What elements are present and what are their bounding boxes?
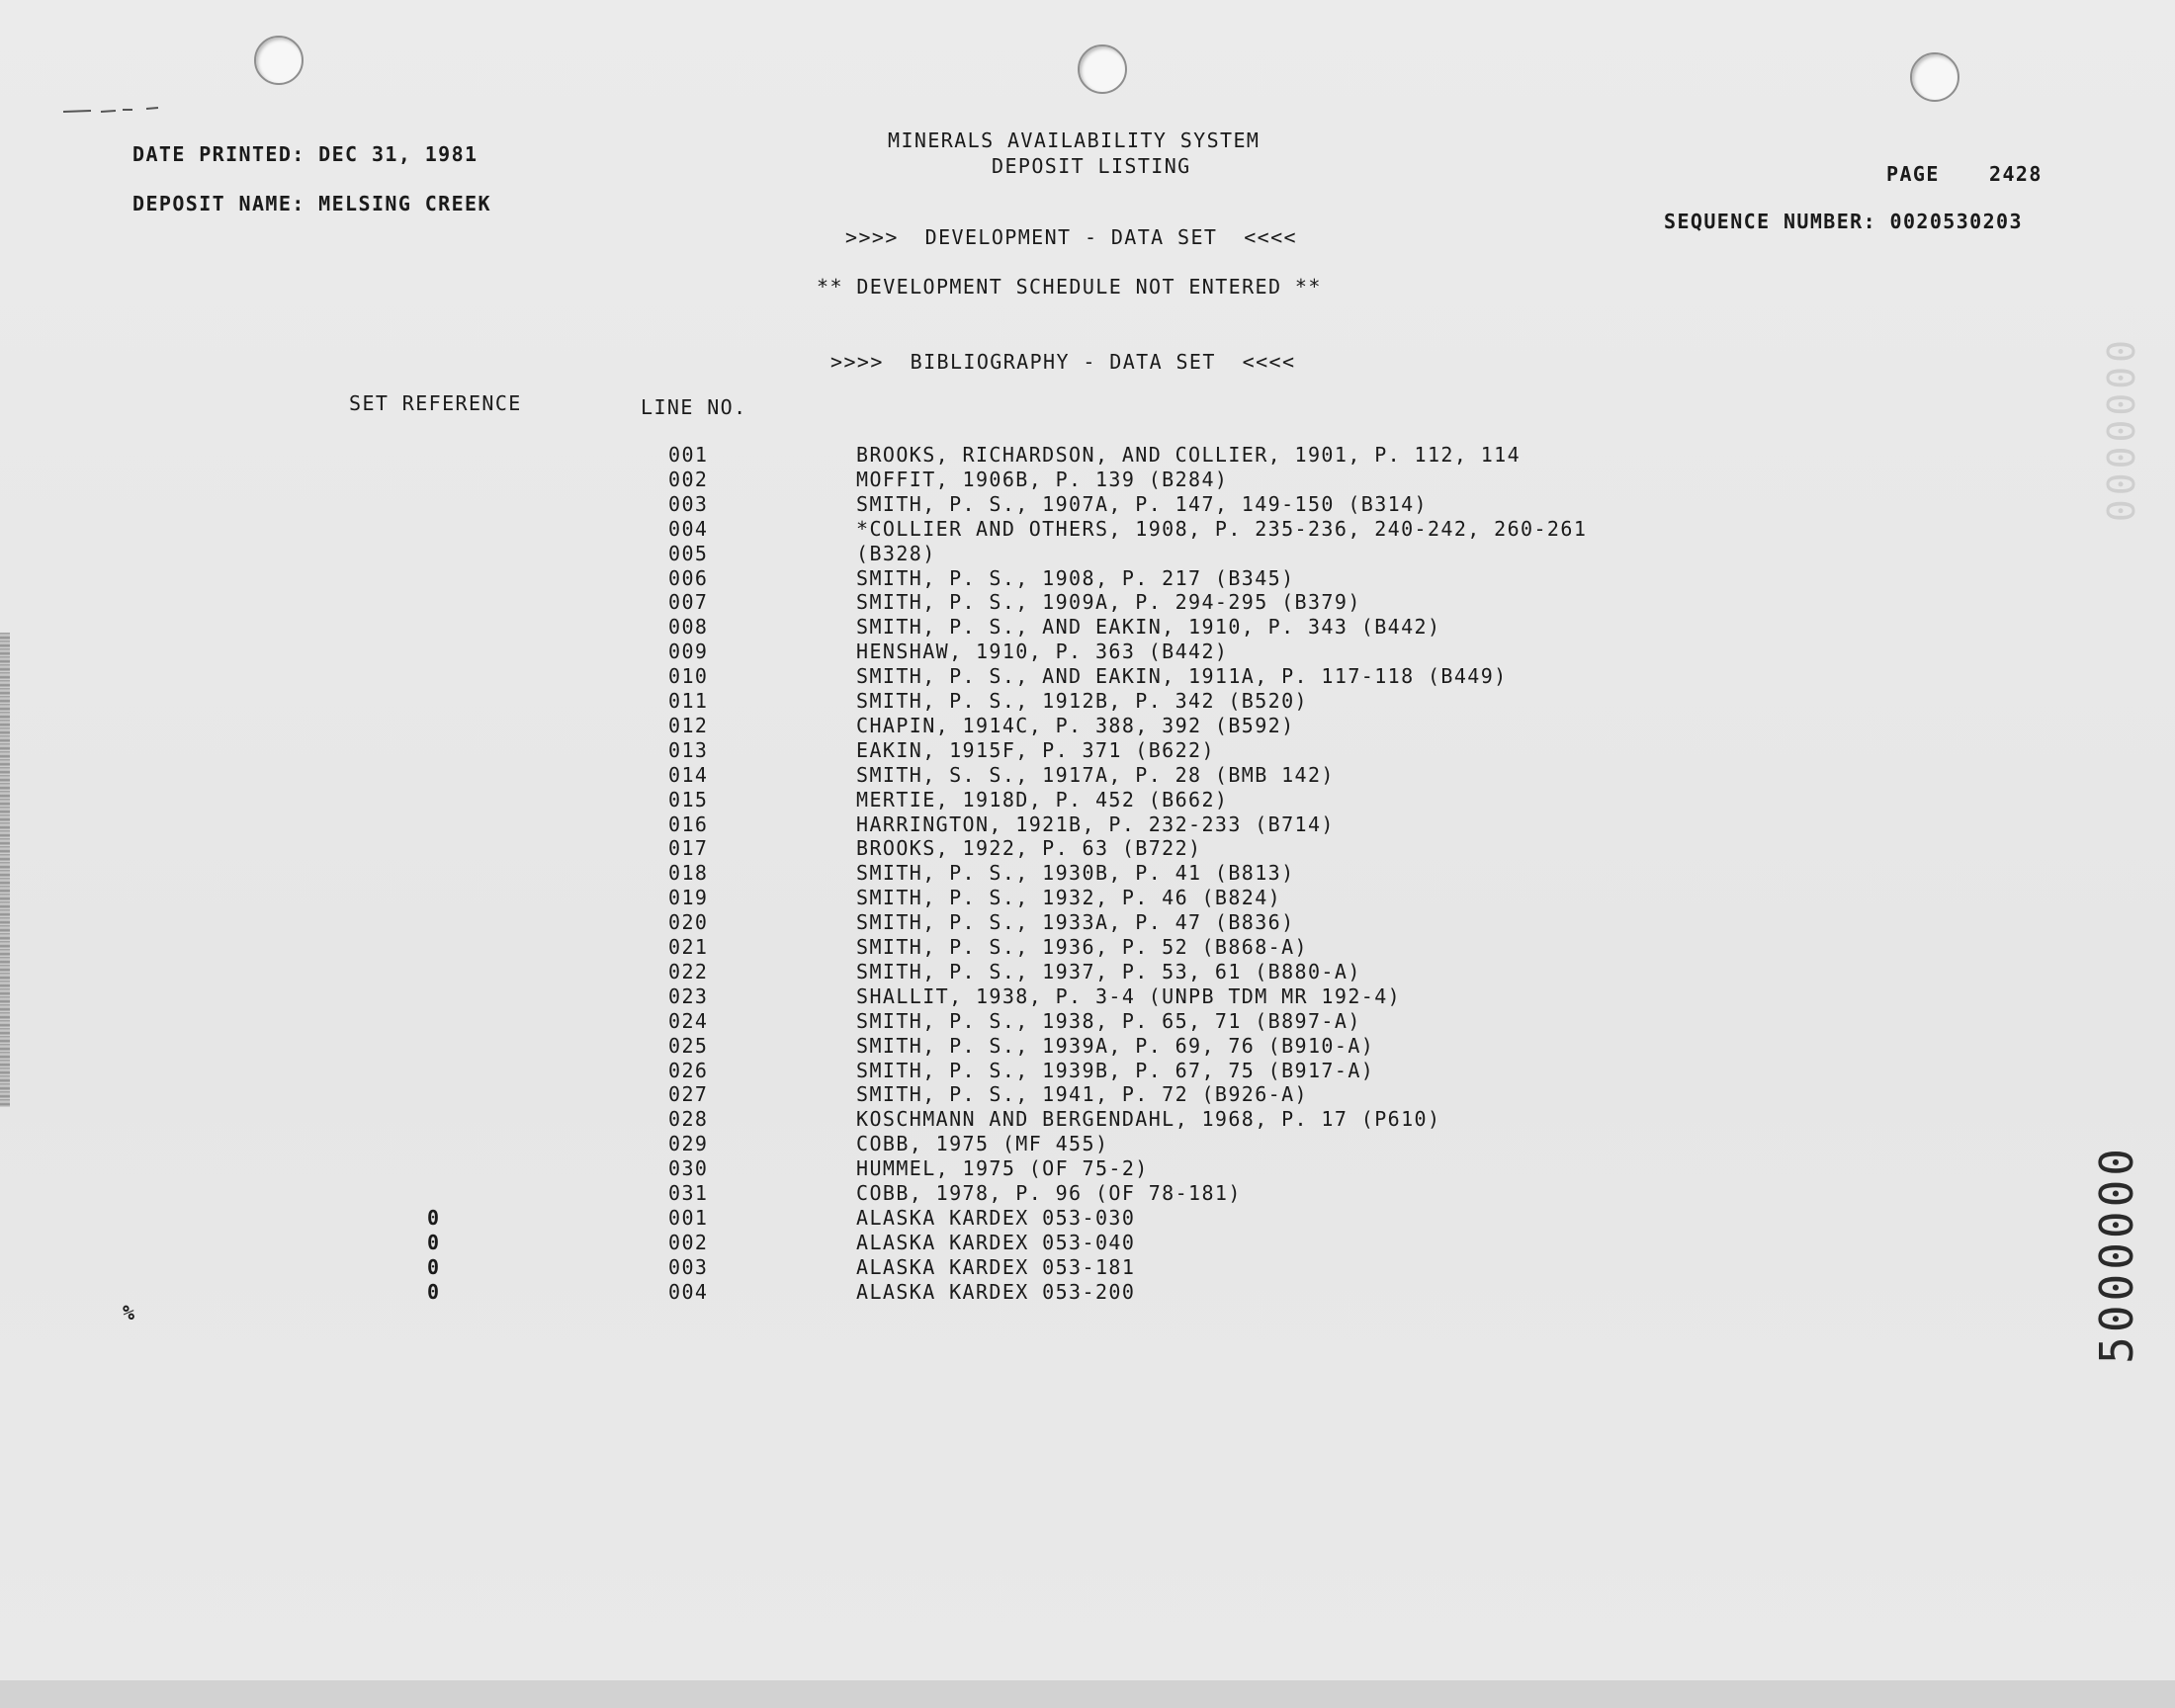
reference-cell: HUMMEL, 1975 (OF 75-2) bbox=[856, 1156, 1149, 1181]
bibliography-row bbox=[0, 1280, 2175, 1304]
line-number-cell: 022 bbox=[668, 959, 709, 983]
line-number-cell: 001 bbox=[668, 1205, 709, 1230]
reference-cell: BROOKS, 1922, P. 63 (B722) bbox=[856, 836, 1202, 861]
line-number-cell: 004 bbox=[668, 1279, 709, 1304]
bibliography-row bbox=[0, 1181, 2175, 1205]
line-number-cell: 030 bbox=[668, 1156, 709, 1181]
reference-cell: SMITH, P. S., 1933A, P. 47 (B836) bbox=[856, 910, 1295, 935]
reference-cell: MOFFIT, 1906B, P. 139 (B284) bbox=[856, 467, 1229, 491]
system-title: MINERALS AVAILABILITY SYSTEM bbox=[888, 128, 1261, 152]
punch-hole-left bbox=[254, 36, 304, 85]
bibliography-row bbox=[0, 935, 2175, 959]
line-number-cell: 006 bbox=[668, 565, 709, 590]
bibliography-row bbox=[0, 836, 2175, 860]
line-number-cell: 013 bbox=[668, 737, 709, 762]
sequence-number: SEQUENCE NUMBER: 0020530203 bbox=[1664, 210, 2023, 233]
reference-cell: SMITH, P. S., 1939A, P. 69, 76 (B910-A) bbox=[856, 1033, 1375, 1058]
column-header-set-reference: SET REFERENCE bbox=[349, 391, 522, 415]
set-reference-cell: 0 bbox=[427, 1254, 440, 1279]
line-number-cell: 026 bbox=[668, 1058, 709, 1082]
development-heading: >>>> DEVELOPMENT - DATA SET <<<< bbox=[845, 225, 1297, 249]
reference-cell: EAKIN, 1915F, P. 371 (B622) bbox=[856, 737, 1215, 762]
bibliography-row bbox=[0, 1009, 2175, 1033]
bibliography-row bbox=[0, 1082, 2175, 1106]
bibliography-row bbox=[0, 960, 2175, 983]
line-number-cell: 014 bbox=[668, 762, 709, 787]
reference-cell: KOSCHMANN AND BERGENDAHL, 1968, P. 17 (P610) bbox=[856, 1107, 1441, 1132]
reference-cell: SMITH, P. S., 1941, P. 72 (B926-A) bbox=[856, 1082, 1308, 1107]
microfilm-stamp: 5000000 bbox=[2090, 1145, 2143, 1364]
ink-scuff-mark bbox=[61, 107, 160, 115]
reference-cell: SHALLIT, 1938, P. 3-4 (UNPB TDM MR 192-4) bbox=[856, 983, 1402, 1008]
deposit-name: DEPOSIT NAME: MELSING CREEK bbox=[132, 192, 491, 215]
reference-cell: SMITH, P. S., 1938, P. 65, 71 (B897-A) bbox=[856, 1008, 1361, 1033]
bibliography-row bbox=[0, 517, 2175, 541]
reference-cell: SMITH, P. S., 1912B, P. 342 (B520) bbox=[856, 689, 1308, 713]
line-number-cell: 017 bbox=[668, 836, 709, 861]
line-number-cell: 031 bbox=[668, 1181, 709, 1205]
reference-cell: SMITH, P. S., AND EAKIN, 1910, P. 343 (B442) bbox=[856, 615, 1441, 640]
reference-cell: SMITH, P. S., 1930B, P. 41 (B813) bbox=[856, 861, 1295, 886]
line-number-cell: 009 bbox=[668, 640, 709, 664]
line-number-cell: 027 bbox=[668, 1082, 709, 1107]
bibliography-row bbox=[0, 910, 2175, 934]
page-bottom-edge bbox=[0, 1680, 2175, 1708]
line-number-cell: 016 bbox=[668, 811, 709, 836]
line-number-cell: 002 bbox=[668, 467, 709, 491]
bibliography-row bbox=[0, 1107, 2175, 1131]
bibliography-row bbox=[0, 664, 2175, 688]
reference-cell: SMITH, P. S., 1907A, P. 147, 149-150 (B314) bbox=[856, 491, 1428, 516]
line-number-cell: 007 bbox=[668, 590, 709, 615]
bibliography-row bbox=[0, 443, 2175, 467]
line-number-cell: 003 bbox=[668, 1254, 709, 1279]
microfilm-stamp-faint: 0000000 bbox=[2100, 336, 2143, 523]
reference-cell: *COLLIER AND OTHERS, 1908, P. 235-236, 240-242, 260-261 bbox=[856, 516, 1588, 541]
bibliography-row bbox=[0, 788, 2175, 811]
line-number-cell: 010 bbox=[668, 664, 709, 689]
bibliography-row bbox=[0, 1132, 2175, 1155]
bibliography-row bbox=[0, 566, 2175, 590]
reference-cell: SMITH, P. S., 1932, P. 46 (B824) bbox=[856, 886, 1282, 910]
reference-cell: CHAPIN, 1914C, P. 388, 392 (B592) bbox=[856, 713, 1295, 737]
bibliography-row bbox=[0, 1034, 2175, 1058]
bibliography-row bbox=[0, 763, 2175, 787]
reference-cell: (B328) bbox=[856, 541, 936, 565]
line-number-cell: 025 bbox=[668, 1033, 709, 1058]
bibliography-row bbox=[0, 689, 2175, 713]
reference-cell: SMITH, P. S., 1939B, P. 67, 75 (B917-A) bbox=[856, 1058, 1375, 1082]
reference-cell: SMITH, P. S., AND EAKIN, 1911A, P. 117-118 (B449) bbox=[856, 664, 1508, 689]
line-number-cell: 021 bbox=[668, 935, 709, 959]
line-number-cell: 028 bbox=[668, 1107, 709, 1132]
line-number-cell: 015 bbox=[668, 787, 709, 811]
reference-cell: SMITH, P. S., 1909A, P. 294-295 (B379) bbox=[856, 590, 1361, 615]
column-header-line-no: LINE NO. bbox=[641, 395, 747, 419]
line-number-cell: 002 bbox=[668, 1230, 709, 1254]
line-number-cell: 024 bbox=[668, 1008, 709, 1033]
date-printed: DATE PRINTED: DEC 31, 1981 bbox=[132, 142, 478, 166]
line-number-cell: 020 bbox=[668, 910, 709, 935]
bibliography-row bbox=[0, 1231, 2175, 1254]
page-label: PAGE bbox=[1886, 162, 1940, 186]
reference-cell: ALASKA KARDEX 053-030 bbox=[856, 1205, 1136, 1230]
line-number-cell: 003 bbox=[668, 491, 709, 516]
bibliography-row bbox=[0, 590, 2175, 614]
line-number-cell: 001 bbox=[668, 443, 709, 467]
reference-cell: COBB, 1978, P. 96 (OF 78-181) bbox=[856, 1181, 1242, 1205]
page-number: 2428 bbox=[1989, 162, 2043, 186]
line-number-cell: 018 bbox=[668, 861, 709, 886]
reference-cell: MERTIE, 1918D, P. 452 (B662) bbox=[856, 787, 1229, 811]
reference-cell: ALASKA KARDEX 053-181 bbox=[856, 1254, 1136, 1279]
bibliography-heading: >>>> BIBLIOGRAPHY - DATA SET <<<< bbox=[830, 350, 1296, 374]
bibliography-row bbox=[0, 861, 2175, 885]
reference-cell: SMITH, P. S., 1908, P. 217 (B345) bbox=[856, 565, 1295, 590]
reference-cell: COBB, 1975 (MF 455) bbox=[856, 1132, 1109, 1156]
bibliography-row bbox=[0, 615, 2175, 639]
set-reference-cell: 0 bbox=[427, 1205, 440, 1230]
bibliography-row bbox=[0, 812, 2175, 836]
reference-cell: BROOKS, RICHARDSON, AND COLLIER, 1901, P. 112, 114 bbox=[856, 443, 1522, 467]
bibliography-row bbox=[0, 542, 2175, 565]
percent-mark: % bbox=[123, 1301, 136, 1324]
line-number-cell: 008 bbox=[668, 615, 709, 640]
bibliography-row bbox=[0, 1156, 2175, 1180]
line-number-cell: 005 bbox=[668, 541, 709, 565]
bibliography-row bbox=[0, 640, 2175, 663]
reference-cell: ALASKA KARDEX 053-040 bbox=[856, 1230, 1136, 1254]
line-number-cell: 023 bbox=[668, 983, 709, 1008]
listing-title: DEPOSIT LISTING bbox=[992, 154, 1191, 178]
reference-cell: SMITH, P. S., 1936, P. 52 (B868-A) bbox=[856, 935, 1308, 959]
line-number-cell: 011 bbox=[668, 689, 709, 713]
line-number-cell: 029 bbox=[668, 1132, 709, 1156]
reference-cell: SMITH, P. S., 1937, P. 53, 61 (B880-A) bbox=[856, 959, 1361, 983]
bibliography-row bbox=[0, 1255, 2175, 1279]
reference-cell: HENSHAW, 1910, P. 363 (B442) bbox=[856, 640, 1229, 664]
set-reference-cell: 0 bbox=[427, 1279, 440, 1304]
punch-hole-right bbox=[1910, 52, 1959, 102]
reference-cell: ALASKA KARDEX 053-200 bbox=[856, 1279, 1136, 1304]
bibliography-row bbox=[0, 468, 2175, 491]
bibliography-row bbox=[0, 714, 2175, 737]
line-number-cell: 004 bbox=[668, 516, 709, 541]
bibliography-row bbox=[0, 1059, 2175, 1082]
development-note: ** DEVELOPMENT SCHEDULE NOT ENTERED ** bbox=[817, 275, 1322, 299]
set-reference-cell: 0 bbox=[427, 1230, 440, 1254]
bibliography-row bbox=[0, 738, 2175, 762]
bibliography-row bbox=[0, 1206, 2175, 1230]
punch-hole-center bbox=[1078, 44, 1127, 94]
line-number-cell: 019 bbox=[668, 886, 709, 910]
bibliography-row bbox=[0, 984, 2175, 1008]
bibliography-row bbox=[0, 886, 2175, 909]
reference-cell: HARRINGTON, 1921B, P. 232-233 (B714) bbox=[856, 811, 1335, 836]
line-number-cell: 012 bbox=[668, 713, 709, 737]
bibliography-row bbox=[0, 492, 2175, 516]
reference-cell: SMITH, S. S., 1917A, P. 28 (BMB 142) bbox=[856, 762, 1335, 787]
